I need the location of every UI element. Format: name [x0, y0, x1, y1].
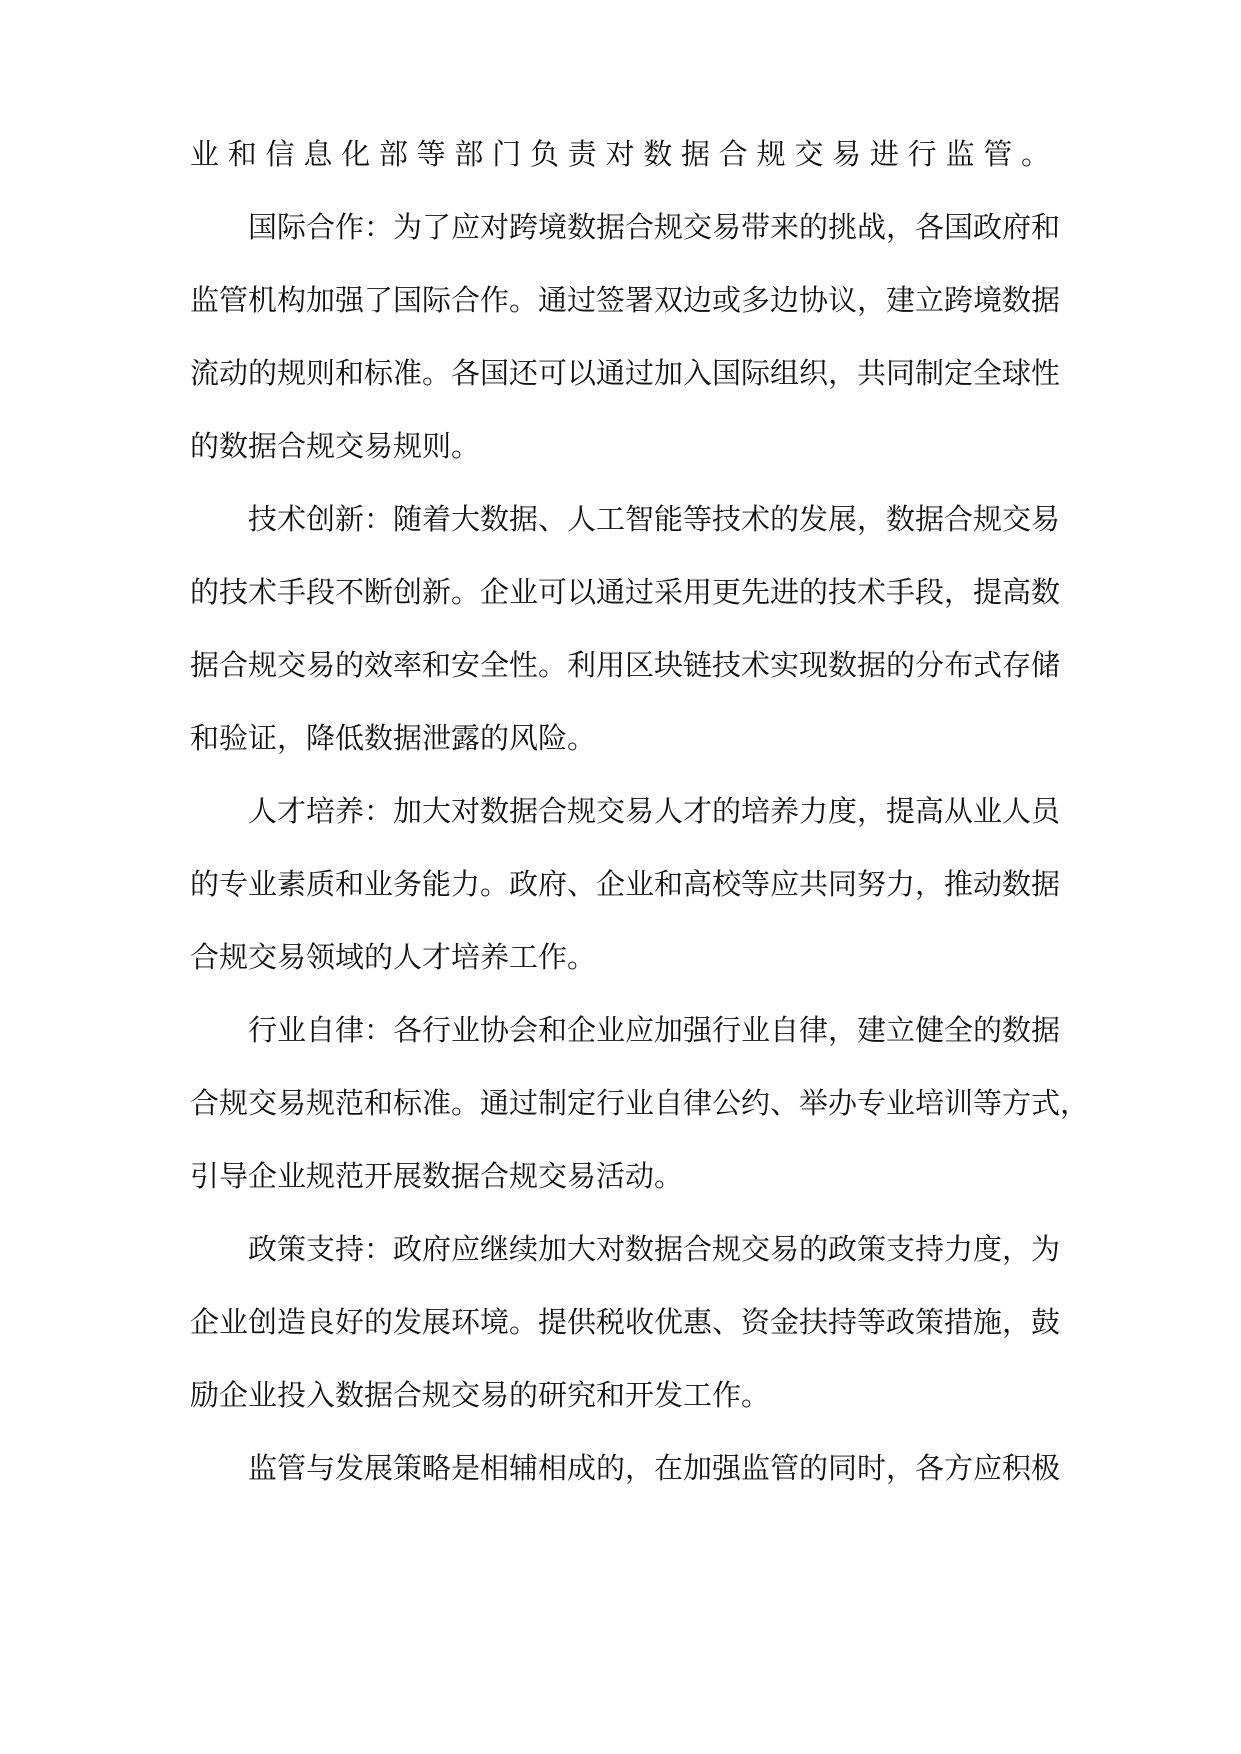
text-line: 合规交易领域的人才培养工作。 — [190, 940, 597, 974]
text-line: 监管机构加强了国际合作。通过签署双边或多边协议，建立跨境数据 — [190, 283, 1061, 317]
paragraph-first-line: 人才培养：加大对数据合规交易人才的培养力度，提高从业人员 — [248, 794, 1061, 828]
text-line: 引导企业规范开展数据合规交易活动。 — [190, 1159, 684, 1193]
paragraph-first-line: 政策支持：政府应继续加大对数据合规交易的政策支持力度，为 — [248, 1232, 1061, 1266]
text-line: 合规交易规范和标准。通过制定行业自律公约、举办专业培训等方式， — [190, 1086, 1090, 1120]
paragraph-first-line: 监管与发展策略是相辅相成的，在加强监管的同时，各方应积极 — [248, 1451, 1061, 1485]
paragraph-first-line: 行业自律：各行业协会和企业应加强行业自律，建立健全的数据 — [248, 1013, 1061, 1047]
text-line: 和验证，降低数据泄露的风险。 — [190, 721, 597, 755]
text-line: 业和信息化部等部门负责对数据合规交易进行监管。 — [190, 137, 1050, 171]
text-line: 据合规交易的效率和安全性。利用区块链技术实现数据的分布式存储 — [190, 648, 1061, 682]
paragraph-first-line: 国际合作：为了应对跨境数据合规交易带来的挑战，各国政府和 — [248, 210, 1061, 244]
text-line: 励企业投入数据合规交易的研究和开发工作。 — [190, 1378, 771, 1412]
text-line: 的技术手段不断创新。企业可以通过采用更先进的技术手段，提高数 — [190, 575, 1061, 609]
text-line: 企业创造良好的发展环境。提供税收优惠、资金扶持等政策措施，鼓 — [190, 1305, 1061, 1339]
text-line: 的专业素质和业务能力。政府、企业和高校等应共同努力，推动数据 — [190, 867, 1061, 901]
text-line: 的数据合规交易规则。 — [190, 429, 481, 463]
text-line: 流动的规则和标准。各国还可以通过加入国际组织，共同制定全球性 — [190, 356, 1061, 390]
document-body — [190, 137, 1090, 1527]
paragraph-first-line: 技术创新：随着大数据、人工智能等技术的发展，数据合规交易 — [248, 502, 1061, 536]
